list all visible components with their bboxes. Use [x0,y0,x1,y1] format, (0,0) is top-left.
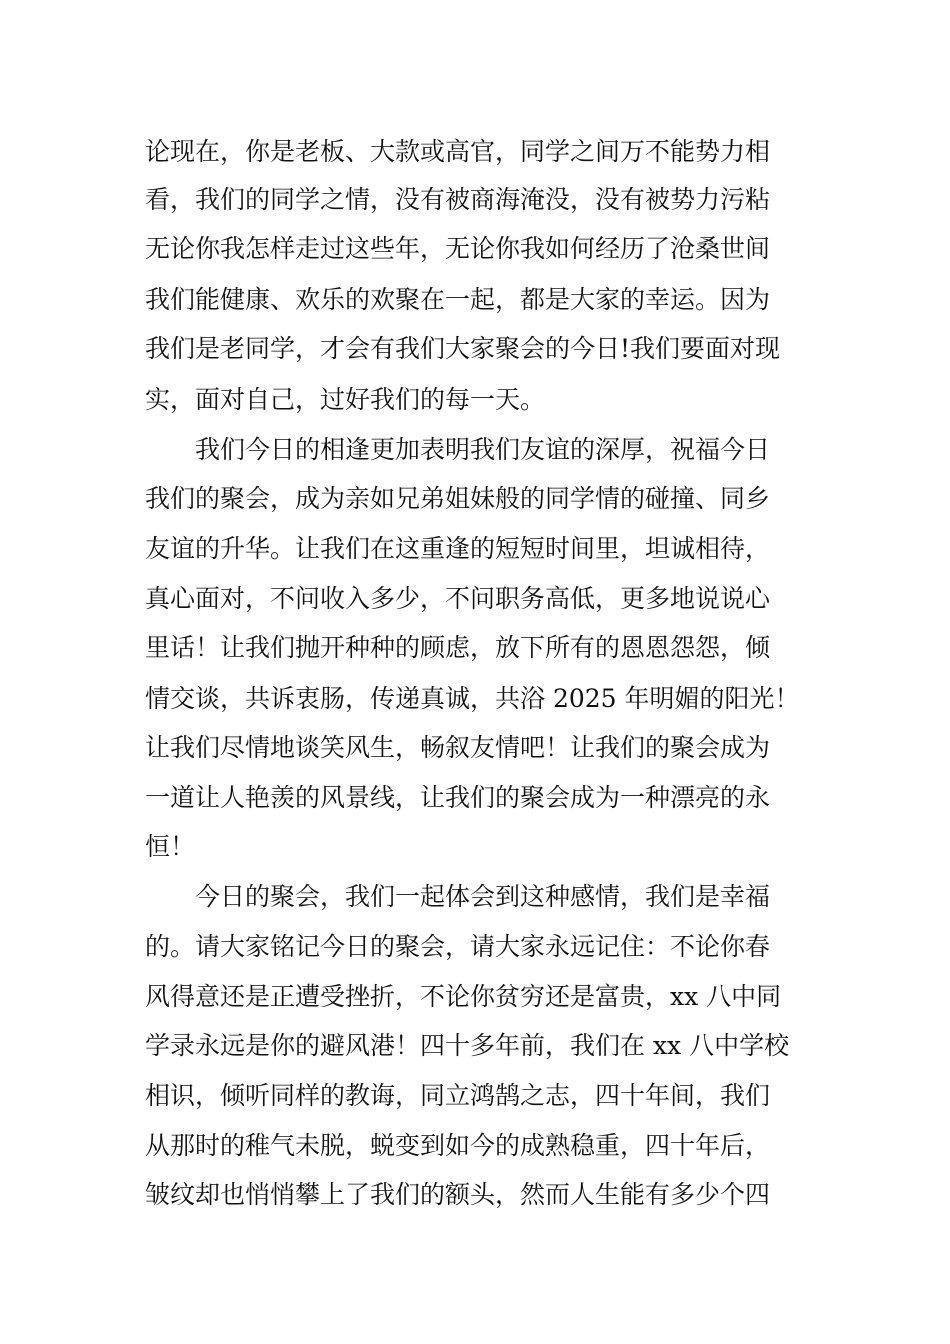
text-line-16: 今日的聚会，我们一起体会到这种感情，我们是幸福 [195,882,771,911]
text-line-11: 里话！让我们抛开种种的顾虑，放下所有的恩恩怨怨，倾 [145,633,771,662]
text-line-5: 我们是老同学，才会有我们大家聚会的今日!我们要面对现 [145,334,781,363]
text-line-22: 皱纹却也悄悄攀上了我们的额头，然而人生能有多少个四 [145,1180,771,1209]
text-line-4: 我们能健康、欢乐的欢聚在一起，都是大家的幸运。因为 [145,285,771,314]
text-line-2: 看，我们的同学之情，没有被商海淹没，没有被势力污粘 [145,185,771,214]
text-line-6: 实，面对自己，过好我们的每一天。 [145,385,546,414]
text-line-17: 的。请大家铭记今日的聚会，请大家永远记住：不论你春 [145,932,771,961]
text-line-8: 我们的聚会，成为亲如兄弟姐妹般的同学情的碰撞、同乡 [145,484,771,513]
text-line-20: 相识，倾听同样的教诲，同立鸿鹄之志，四十年间，我们 [145,1081,771,1110]
text-line-10: 真心面对，不问收入多少，不问职务高低，更多地说说心 [145,584,771,613]
text-line-14: 一道让人艳羡的风景线，让我们的聚会成为一种漂亮的永 [145,783,771,812]
text-line-15: 恒！ [145,832,196,861]
text-line-7: 我们今日的相逢更加表明我们友谊的深厚，祝福今日 [195,435,771,464]
text-line-1: 论现在，你是老板、大款或高官，同学之间万不能势力相 [145,137,771,166]
text-line-13: 让我们尽情地谈笑风生，畅叙友情吧！让我们的聚会成为 [145,733,771,762]
text-line-19: 学录永远是你的避风港！四十多年前，我们在 xx 八中学校 [145,1031,790,1060]
text-line-21: 从那时的稚气未脱，蜕变到如今的成熟稳重，四十年后， [145,1131,771,1160]
text-line-3: 无论你我怎样走过这些年，无论你我如何经历了沧桑世间 [145,234,771,263]
text-line-9: 友谊的升华。让我们在这重逢的短短时间里，坦诚相待， [145,534,771,563]
text-line-18: 风得意还是正遭受挫折，不论你贫穷还是富贵，xx 八中同 [145,982,782,1011]
text-line-12: 情交谈，共诉衷肠，传递真诚，共浴 2025 年明媚的阳光！ [145,684,800,713]
